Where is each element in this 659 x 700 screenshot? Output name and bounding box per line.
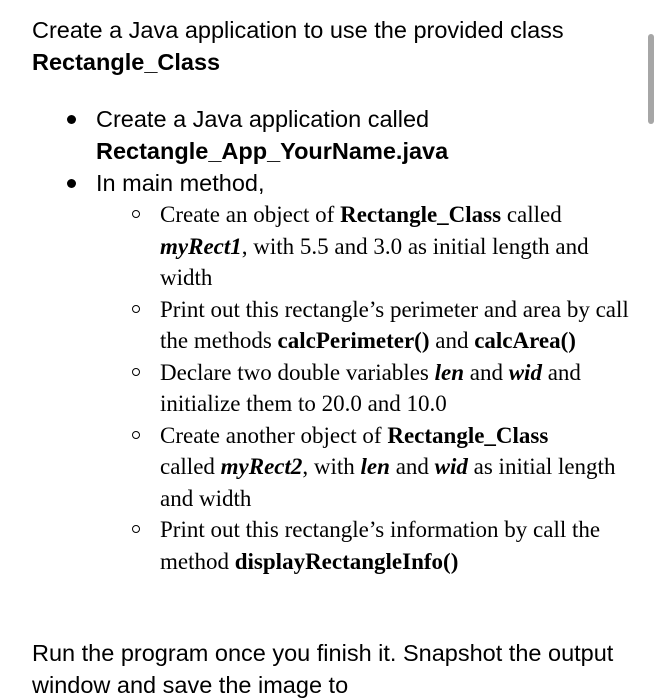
substep-text: and (429, 328, 475, 353)
substep-text: and initialize them to 20.0 and 10.0 (160, 359, 581, 416)
variable-name: len (360, 454, 390, 479)
substep-text: Create an object of (160, 202, 341, 227)
intro-text: Create a Java application to use the provided class (32, 17, 564, 43)
substep-text: and (464, 359, 509, 385)
step-2-text: In main method, (96, 170, 265, 196)
intro-class-name: Rectangle_Class (32, 49, 221, 75)
substep-text: Print out this rectangle’s information by call the method (160, 517, 601, 574)
class-name-bold: Rectangle_Class (387, 422, 549, 448)
substep-text: , with 5.5 and 3.0 as initial length and width (160, 233, 589, 290)
substep-create-another-object (160, 420, 630, 515)
substep-print-perimeter-area (160, 294, 630, 357)
step-1-filename: Rectangle_App_YourName.java (96, 138, 449, 164)
method-name: calcArea() (474, 328, 576, 353)
substep-text: called (160, 454, 221, 479)
substep-text: , with (302, 454, 361, 479)
variable-name: len (434, 359, 464, 385)
substep-list (160, 199, 630, 577)
substep-print-info (160, 514, 630, 577)
instruction-list (96, 103, 636, 577)
bullet-circle-icon (132, 305, 140, 313)
variable-name: wid (508, 359, 542, 385)
method-name: displayRectangleInfo() (234, 548, 459, 574)
substep-create-object (160, 199, 630, 294)
variable-name: myRect2 (220, 454, 303, 479)
outro-paragraph: Run the program once you finish it. Snapshot the output window and save the image to (32, 640, 614, 698)
substep-text: Declare two double variables (160, 359, 435, 385)
step-main-method (96, 167, 636, 577)
class-name-bold: Rectangle_Class (340, 202, 502, 227)
method-name: calcPerimeter() (277, 328, 430, 353)
bullet-circle-icon (132, 525, 140, 533)
bullet-disc-icon (67, 179, 76, 188)
bullet-circle-icon (132, 210, 140, 218)
variable-name: myRect1 (160, 233, 242, 259)
substep-text: Print out this rectangle’s perimeter and area by call the methods (160, 296, 629, 353)
substep-declare-variables (160, 357, 630, 420)
scrollbar-thumb[interactable] (648, 34, 654, 124)
substep-text: called (501, 202, 562, 227)
substep-text: Create another object of (160, 422, 388, 448)
bullet-circle-icon (132, 368, 140, 376)
substep-text: as initial length and width (160, 454, 616, 511)
step-1-text: Create a Java application called (96, 106, 430, 132)
bullet-circle-icon (132, 431, 140, 439)
step-create-app (96, 103, 636, 167)
intro-paragraph (32, 14, 632, 78)
variable-name: wid (434, 454, 468, 479)
bullet-disc-icon (67, 115, 76, 124)
substep-text: and (389, 454, 435, 479)
